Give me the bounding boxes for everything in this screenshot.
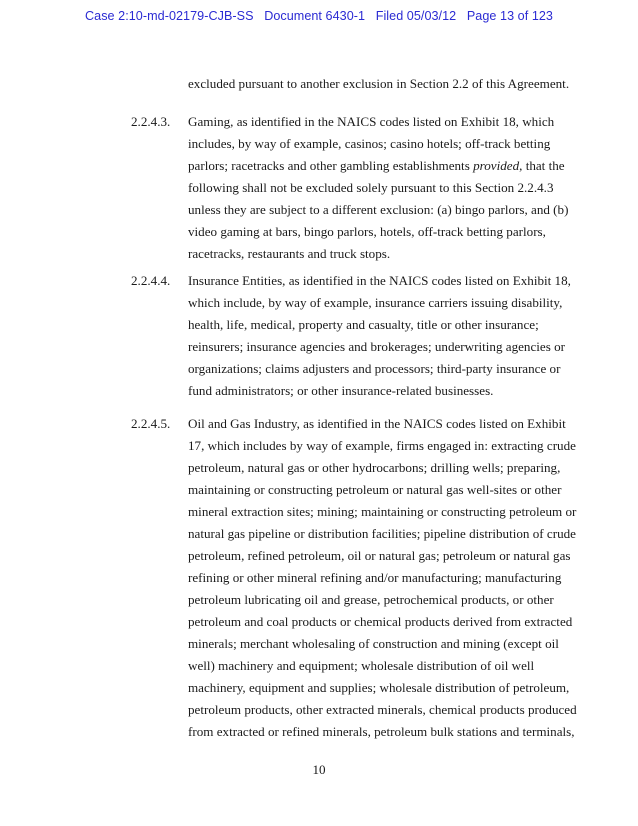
section-line: includes, by way of example, casinos; casino hotels; off-track betting xyxy=(188,136,551,151)
section-line: 17, which includes by way of example, firms engaged in: extracting crude xyxy=(188,438,576,453)
section-line: Insurance Entities, as identified in the NAICS codes listed on Exhibit 18, xyxy=(188,273,571,288)
section-line: well) machinery and equipment; wholesale distribution of oil well xyxy=(188,658,535,673)
court-filing-header: Case 2:10-md-02179-CJB-SS Document 6430-1 Filed 05/03/12 Page 13 of 123 xyxy=(85,9,553,23)
section-line: Gaming, as identified in the NAICS codes listed on Exhibit 18, which xyxy=(188,114,555,129)
section-line: petroleum lubricating oil and grease, petrochemical products, or other xyxy=(188,592,554,607)
section-line: which include, by way of example, insurance carriers issuing disability, xyxy=(188,295,563,310)
section-line: Oil and Gas Industry, as identified in the NAICS codes listed on Exhibit xyxy=(188,416,566,431)
section-body xyxy=(188,413,577,743)
section-line: mineral extraction sites; mining; maintaining or constructing petroleum or xyxy=(188,504,577,519)
section-line: refining or other mineral refining and/or manufacturing; manufacturing xyxy=(188,570,562,585)
section-line: organizations; claims adjusters and processors; third-party insurance or xyxy=(188,361,561,376)
section-line: video gaming at bars, bingo parlors, hotels, off-track betting parlors, xyxy=(188,224,546,239)
section-line: petroleum products, other extracted minerals, chemical products produced xyxy=(188,702,577,717)
section-line: minerals; merchant wholesaling of construction and mining (except oil xyxy=(188,636,559,651)
section-line: petroleum, natural gas or other hydrocarbons; drilling wells; preparing, xyxy=(188,460,561,475)
section-line: unless they are subject to a different exclusion: (a) bingo parlors, and (b) xyxy=(188,202,569,217)
page-number: 10 xyxy=(312,762,326,777)
section-body xyxy=(188,111,568,265)
section-line: machinery, equipment and supplies; wholesale distribution of petroleum, xyxy=(188,680,570,695)
section-line: petroleum, refined petroleum, oil or natural gas; petroleum or natural gas xyxy=(188,548,571,563)
section-line: fund administrators; or other insurance-related businesses. xyxy=(188,383,494,398)
section-body xyxy=(188,270,571,402)
italic-emphasis: provided xyxy=(473,158,520,173)
section-line: health, life, medical, property and casualty, title or other insurance; xyxy=(188,317,539,332)
section-line: maintaining or constructing petroleum or natural gas well-sites or other xyxy=(188,482,562,497)
section-line: natural gas pipeline or distribution facilities; pipeline distribution of crude xyxy=(188,526,576,541)
section-line: reinsurers; insurance agencies and brokerages; underwriting agencies or xyxy=(188,339,566,354)
section-number: 2.2.4.3. xyxy=(131,114,171,129)
continuation-line: excluded pursuant to another exclusion in Section 2.2 of this Agreement. xyxy=(188,76,570,91)
section-number: 2.2.4.5. xyxy=(131,416,171,431)
section-line: following shall not be excluded solely pursuant to this Section 2.2.4.3 xyxy=(188,180,554,195)
section-line: from extracted or refined minerals, petroleum bulk stations and terminals, xyxy=(188,724,575,739)
section-line: racetracks, restaurants and truck stops. xyxy=(188,246,391,261)
section-number: 2.2.4.4. xyxy=(131,273,171,288)
section-line: petroleum and coal products or chemical products derived from extracted xyxy=(188,614,573,629)
section-line: parlors; racetracks and other gambling establishments provided, that the xyxy=(188,158,565,173)
